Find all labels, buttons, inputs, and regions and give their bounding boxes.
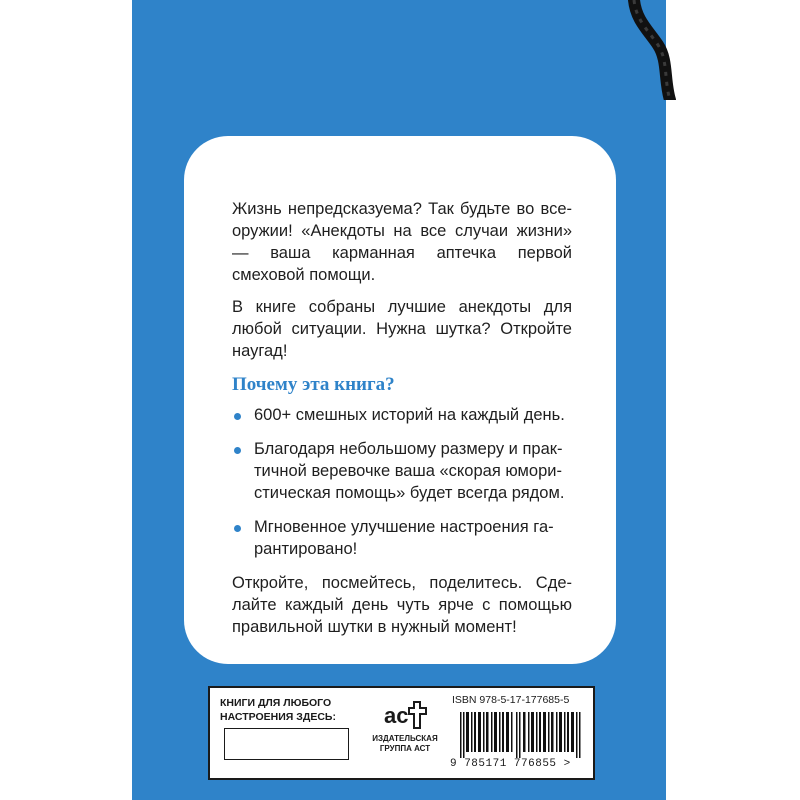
ast-logo-icon — [382, 696, 428, 730]
bullet-dot-icon — [234, 413, 241, 420]
section-heading: Почему эта книга? — [232, 374, 395, 395]
bullet-dot-icon — [234, 525, 241, 532]
barcode — [460, 712, 586, 758]
promo-sticker-box — [224, 728, 349, 760]
svg-text:ас: ас — [384, 703, 409, 728]
description-content — [232, 198, 572, 648]
feature-list — [232, 404, 572, 560]
cord-icon — [628, 0, 678, 100]
bottom-info-panel — [208, 686, 595, 780]
barcode-digits: 9 785171 776855 > — [450, 758, 571, 770]
intro-paragraph: Жизнь непредсказуема? Так будьте во все-оружии! «Анекдоты на все случаи жизни» — ваша карманная аптечка первой смеховой помощи. — [232, 200, 572, 284]
list-item — [232, 438, 572, 504]
list-item-text: 600+ смешных историй на каждый день. — [254, 406, 565, 424]
collection-paragraph: В книге собраны лучшие анекдоты для любой ситуации. Нужна шутка? Откройте наугад! — [232, 298, 572, 360]
publisher-name: ИЗДАТЕЛЬСКАЯ ГРУППА АСТ — [372, 734, 438, 753]
publisher-block — [364, 696, 446, 754]
promo-title: КНИГИ ДЛЯ ЛЮБОГО НАСТРОЕНИЯ ЗДЕСЬ: — [220, 697, 336, 723]
list-item-text: Мгновенное улучшение настроения га-рантировано! — [254, 518, 554, 558]
isbn-text: ISBN 978-5-17-177685-5 — [452, 694, 570, 706]
list-item — [232, 404, 572, 426]
description-card — [184, 136, 616, 664]
bullet-dot-icon — [234, 447, 241, 454]
closing-paragraph: Откройте, посмейтесь, поделитесь. Сде-лайте каждый день чуть ярче с помощью правильной шутки в нужный момент! — [232, 574, 572, 636]
list-item-text: Благодаря небольшому размеру и прак-тичной веревочке ваша «скорая юмори-стическая помощь» будет всегда рядом. — [254, 440, 565, 502]
list-item — [232, 516, 572, 560]
